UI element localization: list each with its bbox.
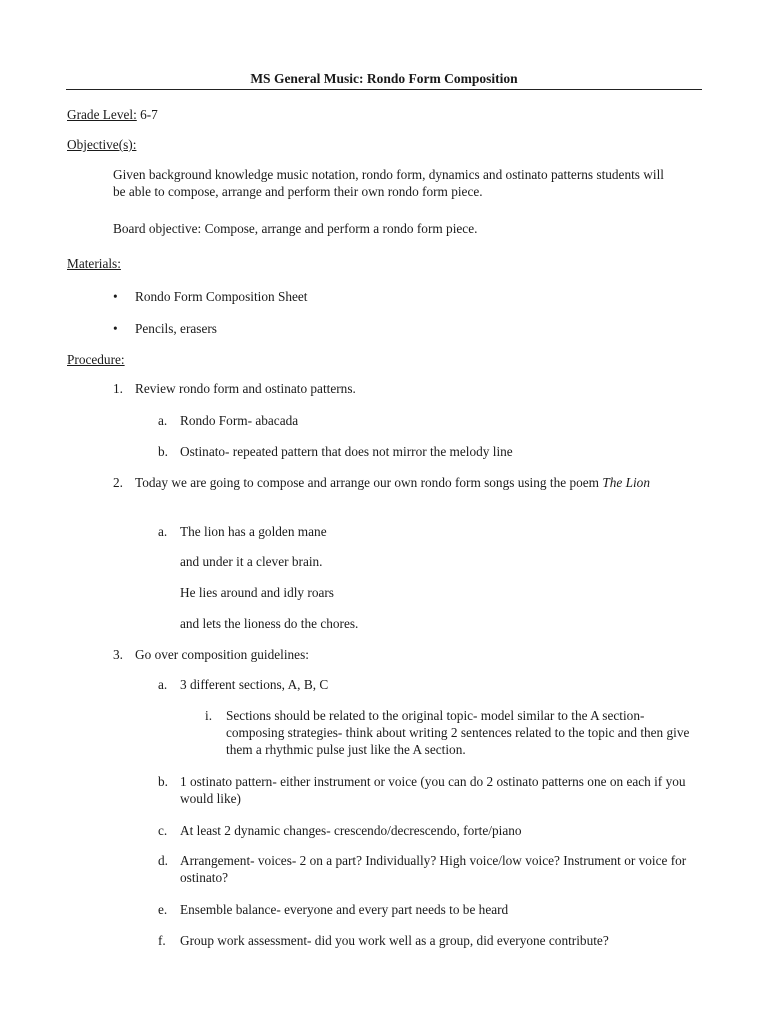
title-divider bbox=[66, 89, 702, 90]
sub-label: b. bbox=[158, 774, 168, 789]
step-number: 1. bbox=[113, 381, 123, 396]
sub-text: Ostinato- repeated pattern that does not mirror the melody line bbox=[180, 444, 513, 459]
sub-label: d. bbox=[158, 853, 168, 868]
step-text bbox=[135, 474, 700, 491]
poem-line: He lies around and idly roars bbox=[180, 585, 334, 600]
bullet-icon: • bbox=[113, 321, 118, 336]
step-text-main: Today we are going to compose and arrange our own rondo form songs using the poem bbox=[135, 475, 603, 490]
sub-label: a. bbox=[158, 524, 168, 539]
sub-label: f. bbox=[158, 933, 166, 948]
sub-text: Group work assessment- did you work well as a group, did everyone contribute? bbox=[180, 933, 609, 948]
step-number: 2. bbox=[113, 475, 123, 490]
step-text: Review rondo form and ostinato patterns. bbox=[135, 381, 356, 396]
grade-level-value: 6-7 bbox=[136, 107, 158, 122]
step-number: 3. bbox=[113, 647, 123, 662]
sub-text: At least 2 dynamic changes- crescendo/decrescendo, forte/piano bbox=[180, 823, 522, 838]
material-item: Rondo Form Composition Sheet bbox=[135, 289, 308, 304]
sub-label: b. bbox=[158, 444, 168, 459]
objectives-heading: Objective(s): bbox=[67, 137, 137, 152]
sub-text: Ensemble balance- everyone and every part needs to be heard bbox=[180, 902, 509, 917]
materials-heading: Materials: bbox=[67, 256, 121, 271]
grade-level bbox=[67, 106, 158, 123]
bullet-icon: • bbox=[113, 289, 118, 304]
sub-label: c. bbox=[158, 823, 168, 838]
sub-text: 3 different sections, A, B, C bbox=[180, 677, 329, 692]
objective-paragraph: Given background knowledge music notation, rondo form, dynamics and ostinato patterns students will be able to compose, arrange and perform their own rondo form piece. bbox=[113, 167, 664, 199]
sub-label: a. bbox=[158, 413, 168, 428]
poem-title: The Lion bbox=[602, 475, 650, 490]
step-text: Go over composition guidelines: bbox=[135, 647, 309, 662]
grade-level-label: Grade Level: bbox=[67, 107, 137, 122]
material-item: Pencils, erasers bbox=[135, 321, 217, 336]
sub-text: 1 ostinato pattern- either instrument or voice (you can do 2 ostinato patterns one on each if you would like) bbox=[180, 774, 686, 806]
poem-line: and under it a clever brain. bbox=[180, 554, 323, 569]
subsub-text: Sections should be related to the original topic- model similar to the A section- composing strategies- think about writing 2 sentences related to the topic and then give them a rhythmic pulse just like the A section. bbox=[226, 708, 690, 757]
sub-text: Rondo Form- abacada bbox=[180, 413, 299, 428]
document-title: MS General Music: Rondo Form Composition bbox=[250, 71, 518, 86]
sub-text: Arrangement- voices- 2 on a part? Individually? High voice/low voice? Instrument or voice for ostinato? bbox=[180, 853, 687, 885]
subsub-label: i. bbox=[205, 708, 213, 723]
procedure-heading: Procedure: bbox=[67, 352, 125, 367]
board-objective: Board objective: Compose, arrange and perform a rondo form piece. bbox=[113, 221, 478, 236]
poem-line: The lion has a golden mane bbox=[180, 524, 327, 539]
sub-label: e. bbox=[158, 902, 168, 917]
sub-label: a. bbox=[158, 677, 168, 692]
poem-line: and lets the lioness do the chores. bbox=[180, 616, 359, 631]
